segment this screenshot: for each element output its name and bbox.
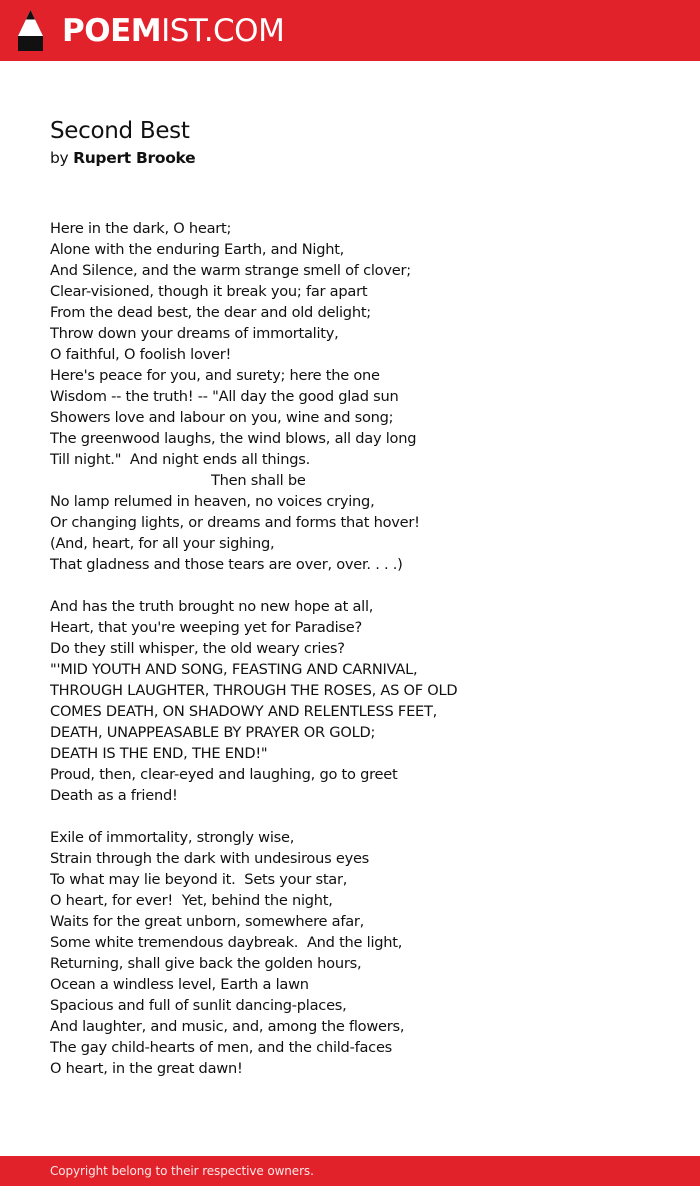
poem-title: Second Best bbox=[50, 118, 190, 144]
poem-line: Spacious and full of sunlit dancing-places, bbox=[50, 997, 347, 1014]
poem-line: Wisdom -- the truth! -- "All day the good glad sun bbox=[50, 388, 399, 405]
poem-line: (And, heart, for all your sighing, bbox=[50, 535, 275, 552]
poem-line: O heart, for ever! Yet, behind the night, bbox=[50, 892, 333, 909]
poem-line: Some white tremendous daybreak. And the light, bbox=[50, 934, 403, 951]
poem-line: Returning, shall give back the golden hours, bbox=[50, 955, 362, 972]
poem-line: THROUGH LAUGHTER, THROUGH THE ROSES, AS OF OLD bbox=[50, 682, 458, 699]
stanza bbox=[50, 218, 690, 575]
poem-line: Alone with the enduring Earth, and Night, bbox=[50, 241, 345, 258]
poem-line: Throw down your dreams of immortality, bbox=[50, 325, 339, 342]
poem-line: Showers love and labour on you, wine and song; bbox=[50, 409, 394, 426]
logo-bold-text: POEM bbox=[62, 13, 162, 49]
poem-line: Till night." And night ends all things. bbox=[50, 451, 310, 468]
poem-line: From the dead best, the dear and old delight; bbox=[50, 304, 371, 321]
poem-line: Then shall be bbox=[211, 472, 306, 489]
poem-line: Or changing lights, or dreams and forms that hover! bbox=[50, 514, 420, 531]
poem-line: No lamp relumed in heaven, no voices crying, bbox=[50, 493, 375, 510]
poem-line: O faithful, O foolish lover! bbox=[50, 346, 232, 363]
byline bbox=[50, 146, 670, 170]
stanza bbox=[50, 827, 690, 1079]
poem-line: And laughter, and music, and, among the flowers, bbox=[50, 1018, 405, 1035]
poem-line: Exile of immortality, strongly wise, bbox=[50, 829, 295, 846]
poem-line: That gladness and those tears are over, over. . . .) bbox=[50, 556, 403, 573]
poem-line: Death as a friend! bbox=[50, 787, 178, 804]
site-footer bbox=[0, 1156, 700, 1186]
poem-line: Proud, then, clear-eyed and laughing, go to greet bbox=[50, 766, 398, 783]
poem-line: Waits for the great unborn, somewhere afar, bbox=[50, 913, 365, 930]
poem-line: "'MID YOUTH AND SONG, FEASTING AND CARNIVAL, bbox=[50, 661, 418, 678]
poem-line: DEATH, UNAPPEASABLE BY PRAYER OR GOLD; bbox=[50, 724, 376, 741]
poem-body bbox=[50, 218, 690, 1100]
poem-line: DEATH IS THE END, THE END!" bbox=[50, 745, 268, 762]
poem-line: Ocean a windless level, Earth a lawn bbox=[50, 976, 309, 993]
poem-line: To what may lie beyond it. Sets your star, bbox=[50, 871, 348, 888]
poem-line: The greenwood laughs, the wind blows, all day long bbox=[50, 430, 417, 447]
copyright-notice: Copyright belong to their respective owners. bbox=[50, 1164, 314, 1178]
logo-light-text: IST.COM bbox=[161, 13, 285, 49]
poem-line: O heart, in the great dawn! bbox=[50, 1060, 243, 1077]
poem-line: Clear-visioned, though it break you; far apart bbox=[50, 283, 368, 300]
by-label: by bbox=[50, 149, 69, 167]
poem-line: COMES DEATH, ON SHADOWY AND RELENTLESS FEET, bbox=[50, 703, 438, 720]
poem-line: Strain through the dark with undesirous eyes bbox=[50, 850, 370, 867]
poem-line: And has the truth brought no new hope at all, bbox=[50, 598, 374, 615]
site-logo[interactable] bbox=[62, 13, 284, 49]
author-name: Rupert Brooke bbox=[73, 149, 196, 167]
poem-line: Heart, that you're weeping yet for Paradise? bbox=[50, 619, 363, 636]
poem-heading bbox=[50, 116, 670, 170]
poem-line: Do they still whisper, the old weary cries? bbox=[50, 640, 345, 657]
pencil-tip-icon[interactable] bbox=[18, 10, 43, 51]
site-header bbox=[0, 0, 700, 61]
poem-line: The gay child-hearts of men, and the child-faces bbox=[50, 1039, 393, 1056]
poem-line: And Silence, and the warm strange smell of clover; bbox=[50, 262, 411, 279]
stanza bbox=[50, 596, 690, 806]
poem-line: Here in the dark, O heart; bbox=[50, 220, 232, 237]
poem-line: Here's peace for you, and surety; here the one bbox=[50, 367, 380, 384]
